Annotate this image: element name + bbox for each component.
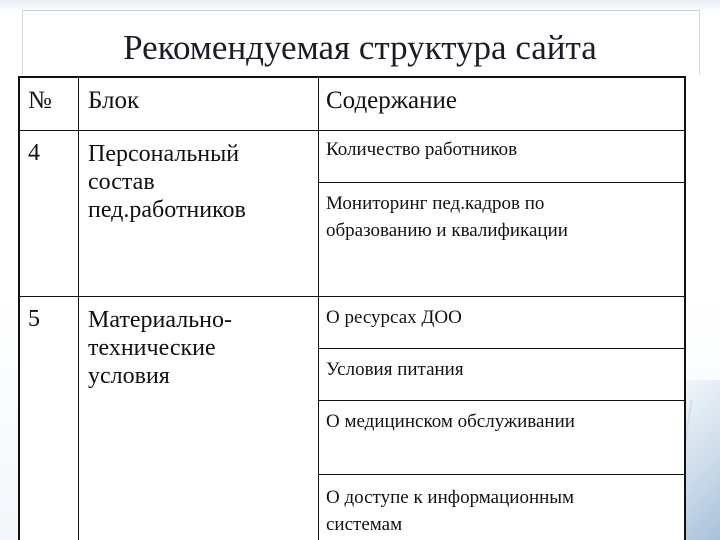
row-number: 5	[28, 306, 40, 332]
content-item	[326, 484, 574, 538]
block-line: условия	[88, 363, 170, 389]
content-line: Количество работников	[326, 139, 518, 160]
content-item	[326, 190, 568, 244]
content-item	[326, 356, 464, 383]
column-divider	[78, 78, 79, 540]
content-line: О ресурсах ДОО	[326, 307, 462, 328]
content-item	[326, 304, 462, 331]
content-separator	[318, 182, 684, 183]
block-line: технические	[88, 335, 216, 361]
content-separator	[318, 474, 684, 475]
block-line: состав	[88, 169, 155, 195]
content-separator	[318, 348, 684, 349]
block-line: пед.работников	[88, 197, 246, 223]
content-line: Условия питания	[326, 359, 464, 380]
block-line: Персональный	[88, 141, 240, 167]
content-line: Мониторинг пед.кадров по	[326, 193, 545, 214]
content-line: системам	[326, 514, 403, 535]
row-number: 4	[28, 140, 40, 166]
header-separator	[20, 130, 684, 131]
content-item	[326, 136, 517, 163]
content-line: образованию и квалификации	[326, 220, 568, 241]
slide-title: Рекомендуемая структура сайта	[123, 28, 597, 67]
row-block-name	[88, 306, 232, 390]
content-separator	[318, 400, 684, 401]
header-number: №	[28, 87, 52, 114]
content-line: О медицинском обслуживании	[326, 411, 575, 432]
content-item	[326, 408, 575, 435]
row-block-name	[88, 140, 246, 224]
structure-table	[18, 76, 686, 540]
block-line: Материально-	[88, 307, 232, 333]
content-line: О доступе к информационным	[326, 487, 575, 508]
row-separator	[20, 296, 684, 297]
header-content: Содержание	[326, 87, 457, 114]
column-divider	[318, 78, 319, 540]
header-block: Блок	[88, 87, 140, 114]
